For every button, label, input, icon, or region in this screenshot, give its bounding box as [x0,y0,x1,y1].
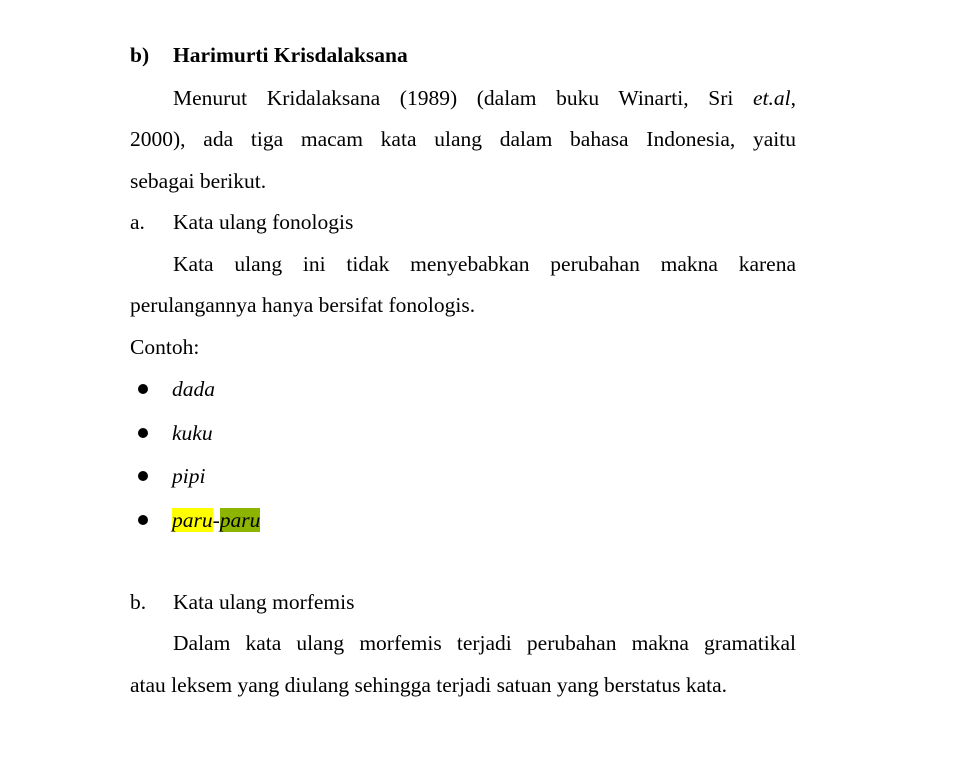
intro-text-1a: Menurut Kridalaksana (1989) (dalam buku Winarti, Sri [173,86,753,110]
highlight-green: paru [219,508,261,532]
item-a-desc-line-2: perulangannya hanya bersifat fonologis. [130,293,476,317]
intro-etal: et.al [753,86,791,110]
highlight-yellow: paru [172,508,213,532]
item-b-title: Kata ulang morfemis [173,590,355,614]
bullet-icon [138,384,148,394]
intro-text-1b: , [790,86,796,110]
item-b-desc-line-2: atau leksem yang diulang sehingga terjadi satuan yang berstatus kata. [130,673,728,697]
item-b-desc-line-1: Dalam kata ulang morfemis terjadi perubahan makna gramatikal [173,631,796,655]
intro-line-1 [173,84,796,112]
example-label: Contoh: [130,335,200,359]
bullet-icon [138,515,148,525]
item-b-label: b. [130,590,147,614]
item-a-label: a. [130,210,145,234]
highlight-dash: - [212,508,220,532]
example-item-paru-paru [172,506,260,534]
bullet-icon [138,428,148,438]
intro-line-3: sebagai berikut. [130,169,267,193]
section-label: b) [130,43,150,67]
item-a-desc-line-1: Kata ulang ini tidak menyebabkan perubahan makna karena [173,252,796,276]
item-a-title: Kata ulang fonologis [173,210,354,234]
intro-line-2: 2000), ada tiga macam kata ulang dalam bahasa Indonesia, yaitu [130,127,796,151]
example-item-pipi: pipi [172,464,206,488]
example-item-kuku: kuku [172,421,213,445]
section-title: Harimurti Krisdalaksana [173,43,408,67]
bullet-icon [138,471,148,481]
example-item-dada: dada [172,377,215,401]
